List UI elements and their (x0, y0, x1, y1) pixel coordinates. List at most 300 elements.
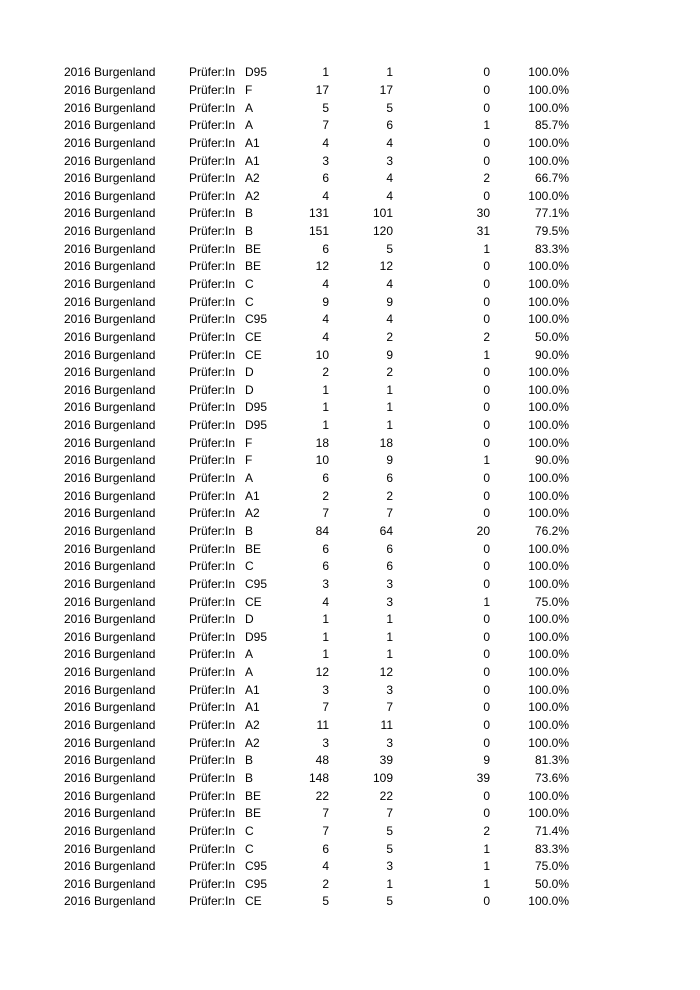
cell-pass-rate: 100.0% (528, 365, 569, 380)
cell-total: 4 (322, 188, 329, 203)
cell-pass-rate: 100.0% (528, 700, 569, 715)
cell-year-region: 2016 Burgenland (64, 82, 156, 97)
table-row (64, 734, 569, 752)
cell-total: 17 (315, 82, 329, 97)
cell-failed: 0 (483, 788, 490, 803)
cell-license-class: A1 (245, 682, 260, 697)
table-row (64, 576, 569, 594)
table-row (64, 152, 569, 170)
cell-failed: 0 (483, 506, 490, 521)
cell-year-region: 2016 Burgenland (64, 735, 156, 750)
cell-year-region: 2016 Burgenland (64, 823, 156, 838)
table-row (64, 240, 569, 258)
cell-passed: 7 (386, 506, 393, 521)
cell-license-class: B (245, 770, 254, 785)
cell-failed: 0 (483, 435, 490, 450)
cell-failed: 0 (483, 682, 490, 697)
cell-passed: 9 (386, 294, 393, 309)
cell-total: 6 (322, 471, 329, 486)
cell-passed: 6 (386, 471, 393, 486)
cell-examiner: Prüfer:In (189, 135, 236, 150)
cell-license-class: BE (245, 806, 262, 821)
cell-pass-rate: 83.3% (534, 841, 569, 856)
cell-total: 11 (316, 718, 329, 733)
data-table (64, 64, 569, 911)
cell-passed: 1 (386, 418, 393, 433)
cell-passed: 1 (386, 382, 393, 397)
cell-pass-rate: 100.0% (528, 153, 569, 168)
cell-examiner: Prüfer:In (189, 329, 236, 344)
cell-year-region: 2016 Burgenland (64, 224, 156, 239)
cell-total: 10 (315, 347, 329, 362)
table-row (64, 823, 569, 841)
cell-failed: 0 (483, 135, 490, 150)
cell-failed: 0 (483, 188, 490, 203)
cell-year-region: 2016 Burgenland (64, 382, 156, 397)
cell-license-class: C95 (245, 312, 268, 327)
cell-year-region: 2016 Burgenland (64, 241, 156, 256)
cell-license-class: A2 (245, 188, 260, 203)
cell-failed: 0 (483, 665, 490, 680)
cell-passed: 1 (386, 65, 393, 80)
cell-examiner: Prüfer:In (189, 876, 236, 891)
cell-pass-rate: 100.0% (528, 65, 569, 80)
cell-passed: 120 (372, 224, 393, 239)
cell-pass-rate: 73.6% (534, 770, 569, 785)
cell-passed: 101 (372, 206, 393, 221)
cell-pass-rate: 100.0% (528, 82, 569, 97)
cell-examiner: Prüfer:In (189, 153, 236, 168)
cell-pass-rate: 90.0% (534, 347, 569, 362)
cell-pass-rate: 100.0% (528, 718, 569, 733)
cell-examiner: Prüfer:In (189, 171, 236, 186)
cell-pass-rate: 100.0% (528, 312, 569, 327)
cell-year-region: 2016 Burgenland (64, 753, 156, 768)
cell-examiner: Prüfer:In (189, 559, 236, 574)
cell-license-class: C95 (245, 876, 268, 891)
cell-failed: 20 (476, 523, 490, 538)
cell-pass-rate: 100.0% (528, 188, 569, 203)
cell-year-region: 2016 Burgenland (64, 118, 156, 133)
cell-year-region: 2016 Burgenland (64, 541, 156, 556)
table-row (64, 646, 569, 664)
cell-pass-rate: 83.3% (534, 241, 569, 256)
cell-year-region: 2016 Burgenland (64, 65, 156, 80)
cell-pass-rate: 100.0% (528, 665, 569, 680)
cell-license-class: A1 (245, 488, 260, 503)
cell-failed: 0 (483, 471, 490, 486)
cell-license-class: D95 (245, 400, 268, 415)
table-row (64, 593, 569, 611)
table-row (64, 452, 569, 470)
cell-total: 4 (322, 594, 329, 609)
cell-license-class: C95 (245, 859, 268, 874)
cell-passed: 12 (379, 665, 393, 680)
table-row (64, 64, 569, 82)
table-row (64, 540, 569, 558)
cell-examiner: Prüfer:In (189, 241, 236, 256)
table-row (64, 505, 569, 523)
table-row (64, 523, 569, 541)
cell-total: 3 (322, 153, 329, 168)
cell-examiner: Prüfer:In (189, 629, 236, 644)
cell-year-region: 2016 Burgenland (64, 100, 156, 115)
table-row (64, 399, 569, 417)
cell-pass-rate: 100.0% (528, 735, 569, 750)
cell-passed: 11 (380, 718, 393, 733)
cell-total: 6 (322, 171, 329, 186)
cell-year-region: 2016 Burgenland (64, 347, 156, 362)
table-row (64, 417, 569, 435)
cell-license-class: C (245, 277, 254, 291)
cell-total: 3 (322, 735, 329, 750)
cell-license-class: B (245, 206, 254, 221)
cell-total: 5 (322, 100, 329, 115)
cell-total: 1 (322, 612, 329, 627)
cell-passed: 9 (386, 453, 393, 468)
cell-year-region: 2016 Burgenland (64, 806, 156, 821)
cell-total: 6 (322, 541, 329, 556)
cell-examiner: Prüfer:In (189, 82, 236, 97)
cell-examiner: Prüfer:In (189, 718, 236, 733)
cell-failed: 1 (483, 118, 490, 133)
cell-passed: 22 (379, 788, 393, 803)
cell-examiner: Prüfer:In (189, 188, 236, 203)
cell-passed: 3 (386, 594, 393, 609)
table-row (64, 135, 569, 153)
cell-total: 4 (322, 135, 329, 150)
cell-license-class: A (245, 471, 254, 486)
cell-pass-rate: 100.0% (528, 488, 569, 503)
cell-license-class: A (245, 100, 254, 115)
cell-license-class: A2 (245, 171, 260, 186)
cell-pass-rate: 100.0% (528, 259, 569, 274)
cell-license-class: A2 (245, 718, 260, 733)
cell-total: 6 (322, 559, 329, 574)
cell-year-region: 2016 Burgenland (64, 788, 156, 803)
cell-pass-rate: 100.0% (528, 612, 569, 627)
cell-failed: 0 (483, 365, 490, 380)
cell-failed: 0 (483, 418, 490, 433)
cell-examiner: Prüfer:In (189, 206, 236, 221)
cell-total: 48 (315, 753, 329, 768)
cell-pass-rate: 100.0% (528, 471, 569, 486)
cell-license-class: CE (245, 594, 262, 609)
cell-passed: 2 (386, 329, 393, 344)
cell-failed: 0 (483, 647, 490, 662)
table-row (64, 629, 569, 647)
cell-examiner: Prüfer:In (189, 735, 236, 750)
cell-pass-rate: 90.0% (534, 453, 569, 468)
cell-failed: 0 (483, 382, 490, 397)
table-row (64, 346, 569, 364)
cell-total: 6 (322, 841, 329, 856)
cell-failed: 31 (476, 224, 490, 239)
cell-license-class: B (245, 224, 254, 239)
cell-total: 1 (322, 629, 329, 644)
cell-failed: 0 (483, 82, 490, 97)
cell-failed: 0 (483, 735, 490, 750)
cell-total: 151 (308, 224, 329, 239)
cell-total: 2 (322, 876, 329, 891)
cell-license-class: D95 (245, 418, 268, 433)
cell-year-region: 2016 Burgenland (64, 471, 156, 486)
table-row (64, 805, 569, 823)
cell-license-class: C (245, 841, 254, 856)
cell-year-region: 2016 Burgenland (64, 612, 156, 627)
cell-passed: 2 (386, 488, 393, 503)
cell-failed: 2 (483, 823, 490, 838)
cell-examiner: Prüfer:In (189, 823, 236, 838)
cell-total: 148 (308, 770, 329, 785)
cell-license-class: F (245, 453, 253, 468)
cell-passed: 64 (379, 523, 393, 538)
cell-examiner: Prüfer:In (189, 100, 236, 115)
cell-examiner: Prüfer:In (189, 347, 236, 362)
cell-total: 2 (322, 365, 329, 380)
cell-failed: 1 (483, 453, 490, 468)
cell-passed: 6 (386, 541, 393, 556)
cell-examiner: Prüfer:In (189, 753, 236, 768)
table-body (64, 64, 569, 911)
cell-pass-rate: 75.0% (534, 594, 569, 609)
cell-passed: 3 (386, 576, 393, 591)
cell-year-region: 2016 Burgenland (64, 594, 156, 609)
cell-license-class: D (245, 612, 254, 627)
cell-passed: 7 (386, 700, 393, 715)
cell-examiner: Prüfer:In (189, 806, 236, 821)
cell-failed: 0 (483, 400, 490, 415)
cell-failed: 0 (483, 277, 490, 291)
table-row (64, 99, 569, 117)
cell-pass-rate: 79.5% (534, 224, 569, 239)
cell-examiner: Prüfer:In (189, 294, 236, 309)
table-row (64, 893, 569, 911)
cell-pass-rate: 100.0% (528, 382, 569, 397)
cell-total: 4 (322, 329, 329, 344)
cell-license-class: A1 (245, 700, 260, 715)
cell-passed: 4 (386, 135, 393, 150)
cell-year-region: 2016 Burgenland (64, 365, 156, 380)
cell-license-class: D95 (245, 65, 268, 80)
cell-passed: 3 (386, 682, 393, 697)
cell-passed: 109 (372, 770, 393, 785)
cell-license-class: A1 (245, 135, 260, 150)
cell-failed: 0 (483, 629, 490, 644)
cell-passed: 5 (386, 894, 393, 909)
cell-license-class: BE (245, 241, 262, 256)
cell-pass-rate: 76.2% (534, 523, 569, 538)
table-row (64, 470, 569, 488)
cell-pass-rate: 100.0% (528, 435, 569, 450)
table-row (64, 382, 569, 400)
table-row (64, 875, 569, 893)
cell-failed: 0 (483, 576, 490, 591)
cell-year-region: 2016 Burgenland (64, 188, 156, 203)
cell-passed: 5 (386, 100, 393, 115)
cell-pass-rate: 100.0% (528, 506, 569, 521)
cell-failed: 0 (483, 559, 490, 574)
cell-pass-rate: 100.0% (528, 576, 569, 591)
cell-passed: 1 (386, 400, 393, 415)
cell-license-class: B (245, 523, 254, 538)
cell-examiner: Prüfer:In (189, 682, 236, 697)
cell-license-class: A (245, 665, 254, 680)
cell-examiner: Prüfer:In (189, 365, 236, 380)
cell-examiner: Prüfer:In (189, 541, 236, 556)
table-row (64, 858, 569, 876)
cell-license-class: C (245, 823, 254, 838)
cell-passed: 6 (386, 559, 393, 574)
cell-year-region: 2016 Burgenland (64, 312, 156, 327)
cell-failed: 0 (483, 700, 490, 715)
cell-license-class: BE (245, 259, 262, 274)
cell-failed: 1 (483, 841, 490, 856)
cell-total: 131 (308, 206, 329, 221)
cell-failed: 1 (483, 347, 490, 362)
cell-license-class: A2 (245, 506, 260, 521)
cell-examiner: Prüfer:In (189, 894, 236, 909)
cell-license-class: A (245, 118, 254, 133)
cell-examiner: Prüfer:In (189, 435, 236, 450)
cell-year-region: 2016 Burgenland (64, 329, 156, 344)
cell-pass-rate: 100.0% (528, 277, 569, 291)
cell-pass-rate: 100.0% (528, 135, 569, 150)
cell-passed: 39 (379, 753, 393, 768)
cell-year-region: 2016 Burgenland (64, 488, 156, 503)
cell-license-class: D (245, 382, 254, 397)
cell-passed: 18 (379, 435, 393, 450)
cell-failed: 1 (483, 594, 490, 609)
cell-license-class: F (245, 82, 253, 97)
cell-total: 18 (315, 435, 329, 450)
cell-total: 4 (322, 312, 329, 327)
cell-total: 1 (322, 400, 329, 415)
cell-passed: 1 (386, 612, 393, 627)
table-row (64, 187, 569, 205)
cell-examiner: Prüfer:In (189, 453, 236, 468)
cell-total: 84 (315, 523, 329, 538)
table-row (64, 699, 569, 717)
cell-year-region: 2016 Burgenland (64, 576, 156, 591)
cell-examiner: Prüfer:In (189, 224, 236, 239)
cell-year-region: 2016 Burgenland (64, 171, 156, 186)
cell-total: 12 (315, 665, 329, 680)
cell-failed: 39 (476, 770, 490, 785)
cell-pass-rate: 66.7% (534, 171, 569, 186)
table-row (64, 258, 569, 276)
cell-total: 10 (315, 453, 329, 468)
cell-examiner: Prüfer:In (189, 665, 236, 680)
cell-passed: 3 (386, 153, 393, 168)
cell-examiner: Prüfer:In (189, 841, 236, 856)
table-row (64, 681, 569, 699)
cell-examiner: Prüfer:In (189, 700, 236, 715)
cell-failed: 0 (483, 259, 490, 274)
table-row (64, 293, 569, 311)
table-row (64, 434, 569, 452)
cell-failed: 1 (483, 241, 490, 256)
cell-failed: 0 (483, 612, 490, 627)
cell-year-region: 2016 Burgenland (64, 418, 156, 433)
cell-total: 4 (322, 859, 329, 874)
cell-pass-rate: 50.0% (534, 329, 569, 344)
cell-pass-rate: 100.0% (528, 559, 569, 574)
cell-license-class: BE (245, 788, 262, 803)
cell-pass-rate: 100.0% (528, 418, 569, 433)
cell-passed: 12 (379, 259, 393, 274)
cell-pass-rate: 71.4% (534, 823, 569, 838)
cell-total: 3 (322, 682, 329, 697)
cell-year-region: 2016 Burgenland (64, 400, 156, 415)
cell-examiner: Prüfer:In (189, 488, 236, 503)
cell-license-class: A1 (245, 153, 260, 168)
cell-total: 7 (322, 506, 329, 521)
cell-passed: 4 (386, 188, 393, 203)
cell-year-region: 2016 Burgenland (64, 506, 156, 521)
table-row (64, 487, 569, 505)
cell-passed: 9 (386, 347, 393, 362)
cell-total: 7 (322, 823, 329, 838)
table-row (64, 82, 569, 100)
cell-passed: 5 (386, 841, 393, 856)
cell-year-region: 2016 Burgenland (64, 206, 156, 221)
cell-total: 1 (322, 647, 329, 662)
cell-year-region: 2016 Burgenland (64, 894, 156, 909)
cell-year-region: 2016 Burgenland (64, 453, 156, 468)
cell-total: 22 (315, 788, 329, 803)
table-row (64, 364, 569, 382)
table-row (64, 840, 569, 858)
table-row (64, 329, 569, 347)
cell-year-region: 2016 Burgenland (64, 277, 156, 291)
cell-examiner: Prüfer:In (189, 418, 236, 433)
cell-year-region: 2016 Burgenland (64, 559, 156, 574)
table-row (64, 770, 569, 788)
cell-examiner: Prüfer:In (189, 382, 236, 397)
cell-year-region: 2016 Burgenland (64, 135, 156, 150)
cell-failed: 0 (483, 806, 490, 821)
cell-total: 12 (315, 259, 329, 274)
cell-pass-rate: 100.0% (528, 629, 569, 644)
cell-failed: 0 (483, 153, 490, 168)
cell-total: 9 (322, 294, 329, 309)
cell-examiner: Prüfer:In (189, 471, 236, 486)
cell-total: 6 (322, 241, 329, 256)
cell-failed: 0 (483, 894, 490, 909)
cell-examiner: Prüfer:In (189, 770, 236, 785)
cell-passed: 4 (386, 312, 393, 327)
cell-pass-rate: 100.0% (528, 806, 569, 821)
cell-license-class: C (245, 559, 254, 574)
cell-pass-rate: 100.0% (528, 100, 569, 115)
cell-total: 1 (322, 382, 329, 397)
cell-pass-rate: 100.0% (528, 682, 569, 697)
table-row (64, 117, 569, 135)
cell-year-region: 2016 Burgenland (64, 523, 156, 538)
cell-year-region: 2016 Burgenland (64, 629, 156, 644)
cell-pass-rate: 100.0% (528, 400, 569, 415)
cell-pass-rate: 81.3% (534, 753, 569, 768)
cell-passed: 3 (386, 859, 393, 874)
cell-total: 2 (322, 488, 329, 503)
cell-passed: 7 (386, 806, 393, 821)
cell-year-region: 2016 Burgenland (64, 876, 156, 891)
cell-examiner: Prüfer:In (189, 259, 236, 274)
cell-examiner: Prüfer:In (189, 65, 236, 80)
table-row (64, 558, 569, 576)
cell-passed: 4 (386, 171, 393, 186)
